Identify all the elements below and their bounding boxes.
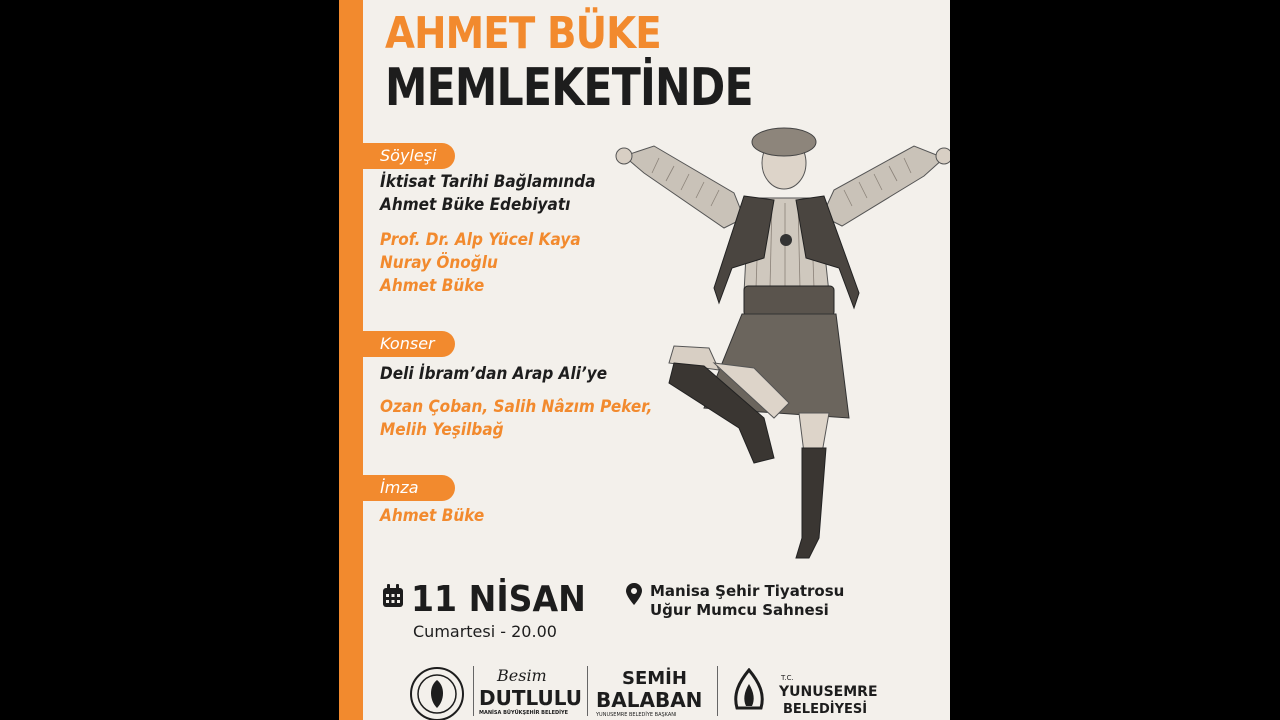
soylesi-speaker-1: Prof. Dr. Alp Yücel Kaya	[380, 230, 581, 250]
semih-subtitle: YUNUSEMRE BELEDİYE BAŞKANI	[596, 712, 677, 718]
semih-first-name: SEMİH	[622, 668, 687, 689]
konser-performers-line-2: Melih Yeşilbağ	[380, 420, 504, 440]
besim-first-name: Besim	[497, 666, 547, 685]
konser-performers-line-1: Ozan Çoban, Salih Nâzım Peker,	[380, 397, 653, 417]
sponsor-logos	[399, 660, 939, 720]
tab-konser: Konser	[363, 331, 455, 357]
logo-divider	[473, 666, 474, 716]
soylesi-topic-line-1: İktisat Tarihi Bağlamında	[380, 172, 596, 192]
logo-divider	[717, 666, 718, 716]
orange-side-stripe	[339, 0, 363, 720]
title-line-1: AHMET BÜKE	[385, 8, 661, 59]
yunusemre-name: YUNUSEMRE	[779, 684, 878, 700]
tab-soylesi: Söyleşi	[363, 143, 455, 169]
soylesi-speaker-3: Ahmet Büke	[380, 276, 485, 296]
soylesi-topic-line-2: Ahmet Büke Edebiyatı	[380, 195, 571, 215]
event-day-time: Cumartesi - 20.00	[413, 622, 557, 641]
venue-line-1: Manisa Şehir Tiyatrosu	[650, 582, 845, 600]
calendar-icon	[381, 583, 405, 609]
event-date-text: 11 NİSAN	[411, 579, 586, 620]
besim-subtitle: MANİSA BÜYÜKŞEHİR BELEDİYE	[479, 710, 569, 716]
event-poster	[339, 0, 950, 720]
soylesi-speaker-2: Nuray Önoğlu	[380, 253, 498, 273]
semih-last-name: BALABAN	[596, 688, 703, 712]
venue-line-2: Uğur Mumcu Sahnesi	[650, 601, 829, 619]
besim-last-name: DUTLULU	[479, 686, 583, 710]
imza-name: Ahmet Büke	[380, 506, 485, 526]
yunusemre-subtitle: BELEDİYESİ	[783, 702, 868, 717]
tab-imza: İmza	[363, 475, 455, 501]
yunusemre-tc: T.C.	[781, 674, 794, 682]
title-line-2: MEMLEKETİNDE	[385, 58, 753, 118]
manisa-seal-logo	[409, 666, 465, 720]
dancer-illustration	[614, 118, 950, 568]
konser-topic: Deli İbram’dan Arap Ali’ye	[380, 364, 608, 384]
map-pin-icon	[626, 583, 642, 605]
yunusemre-logo	[729, 668, 769, 718]
logo-divider	[587, 666, 588, 716]
